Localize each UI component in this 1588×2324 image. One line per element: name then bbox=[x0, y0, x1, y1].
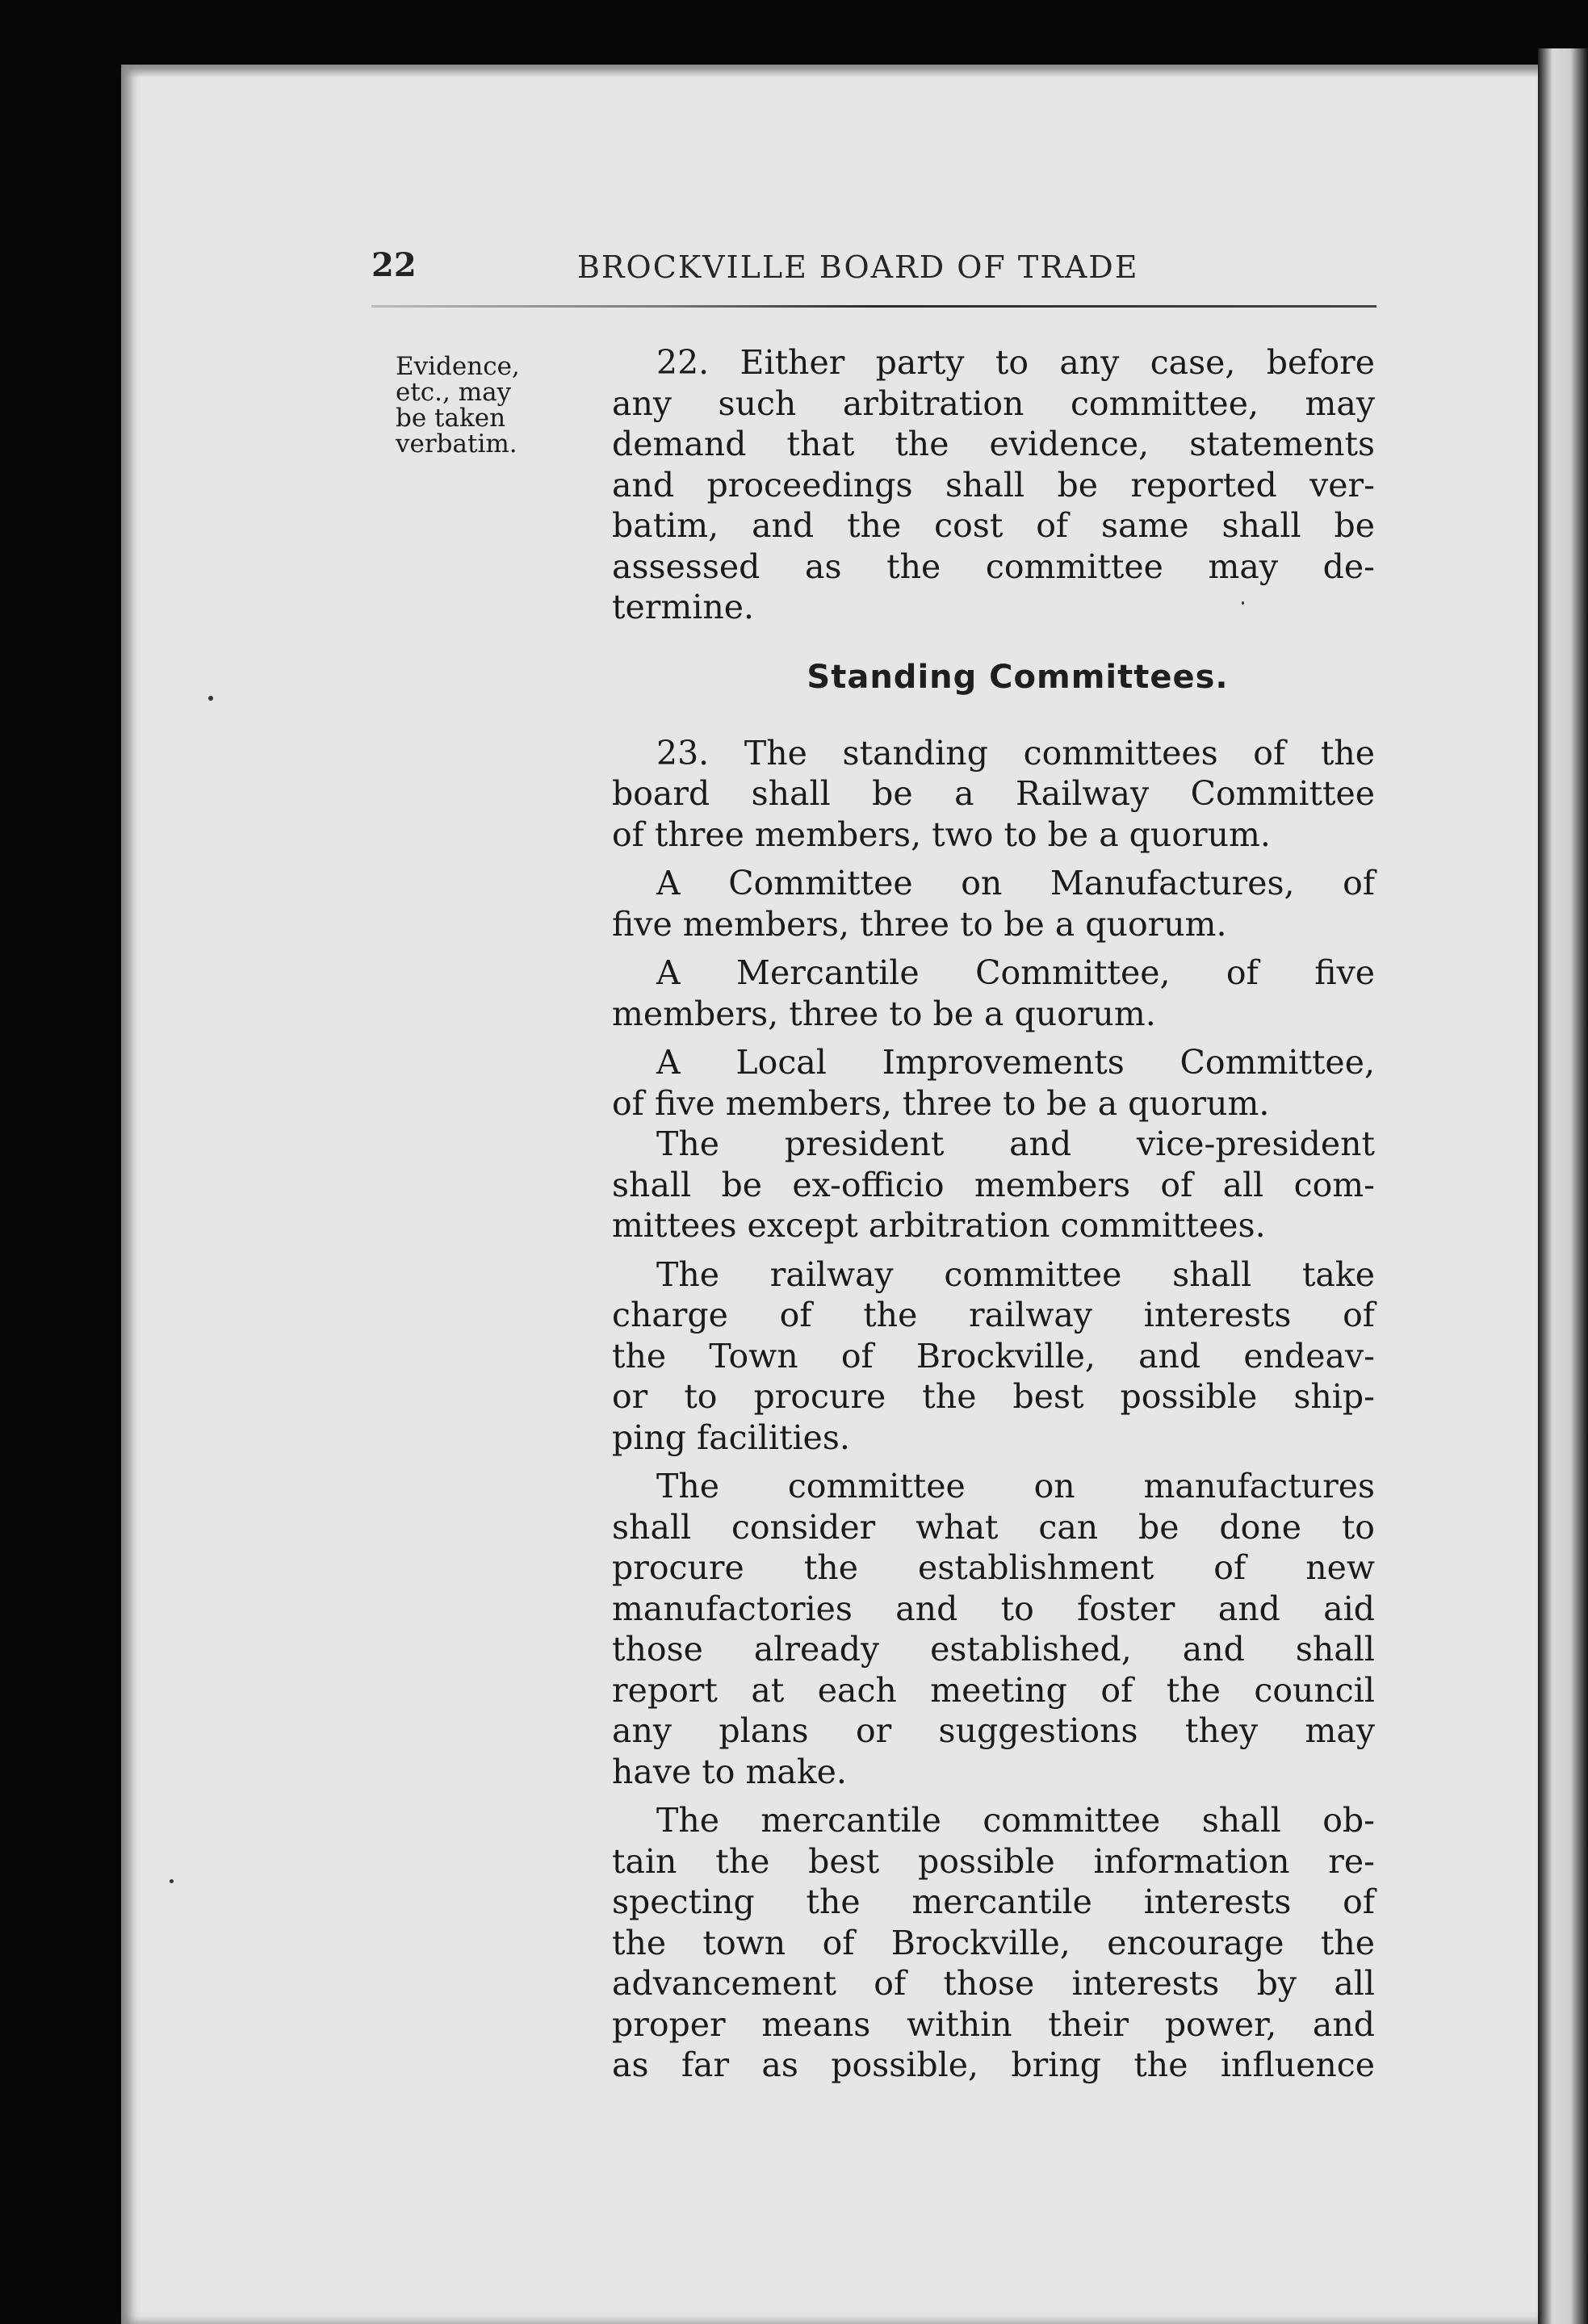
page-binding-edge bbox=[1538, 48, 1588, 2324]
page-header bbox=[371, 246, 1376, 295]
text-line: specting the mercantile interests of bbox=[612, 1882, 1375, 1921]
text-line: advancement of those interests by all bbox=[612, 1964, 1375, 2003]
manufactures-duties-paragraph bbox=[612, 1466, 1375, 1792]
page-number: 22 bbox=[371, 246, 417, 284]
ex-officio-paragraph bbox=[612, 1124, 1375, 1246]
text-line: board shall be a Railway Committee bbox=[612, 774, 1375, 813]
section-heading: Standing Committees. bbox=[807, 658, 1229, 696]
ink-speck bbox=[1242, 601, 1244, 605]
text-line: The railway committee shall take bbox=[656, 1254, 1375, 1294]
text-line: five members, three to be a quorum. bbox=[612, 904, 1227, 944]
page-body bbox=[612, 342, 1375, 2086]
ink-speck bbox=[208, 696, 213, 701]
header-rule bbox=[371, 305, 1376, 308]
text-line: A Local Improvements Committee, bbox=[656, 1043, 1375, 1082]
text-line: batim, and the cost of same shall be bbox=[612, 506, 1375, 545]
text-line: shall consider what can be done to bbox=[612, 1507, 1375, 1547]
text-line: members, three to be a quorum. bbox=[612, 994, 1156, 1033]
section-22-paragraph bbox=[612, 342, 1375, 628]
mercantile-duties-paragraph bbox=[612, 1800, 1375, 2086]
text-line: procure the establishment of new bbox=[612, 1548, 1375, 1587]
text-line: any plans or suggestions they may bbox=[612, 1711, 1375, 1750]
margin-note bbox=[396, 354, 585, 457]
text-line: any such arbitration committee, may bbox=[612, 383, 1375, 423]
margin-note-line: verbatim. bbox=[396, 429, 517, 459]
section-23-paragraph bbox=[612, 733, 1375, 856]
text-line: termine. bbox=[612, 588, 755, 626]
text-line: have to make. bbox=[612, 1752, 847, 1791]
text-line: the Town of Brockville, and endeav- bbox=[612, 1336, 1375, 1376]
text-line: A Committee on Manufactures, of bbox=[656, 864, 1375, 902]
text-line: proper means within their power, and bbox=[612, 2004, 1375, 2044]
ink-speck bbox=[170, 1879, 174, 1883]
text-line: The president and vice-president bbox=[656, 1124, 1375, 1163]
railway-duties-paragraph bbox=[612, 1254, 1375, 1459]
text-line: report at each meeting of the council bbox=[612, 1670, 1375, 1710]
text-line: A Mercantile Committee, of five bbox=[656, 953, 1375, 992]
text-line: charge of the railway interests of bbox=[612, 1296, 1375, 1334]
mercantile-committee-paragraph bbox=[612, 953, 1375, 1034]
text-line: or to procure the best possible ship- bbox=[612, 1377, 1375, 1416]
text-line: assessed as the committee may de- bbox=[612, 546, 1375, 586]
text-line: demand that the evidence, statements bbox=[612, 425, 1375, 463]
local-improvements-paragraph bbox=[612, 1042, 1375, 1124]
text-line: of five members, three to be a quorum. bbox=[612, 1083, 1270, 1123]
text-line: the town of Brockville, encourage the bbox=[612, 1923, 1375, 1962]
text-line: manufactories and to foster and aid bbox=[612, 1589, 1375, 1628]
text-line: The mercantile committee shall ob- bbox=[656, 1801, 1375, 1840]
running-title: BROCKVILLE BOARD OF TRADE bbox=[577, 249, 1139, 285]
text-line: and proceedings shall be reported ver- bbox=[612, 465, 1375, 505]
text-line: tain the best possible information re- bbox=[612, 1841, 1375, 1881]
margin-note-line: be taken bbox=[396, 404, 506, 433]
margin-note-line: Evidence, bbox=[396, 352, 520, 381]
text-line: 23. The standing committees of the bbox=[656, 733, 1375, 773]
text-line: those already established, and shall bbox=[612, 1630, 1375, 1669]
manufactures-committee-paragraph bbox=[612, 863, 1375, 944]
text-line: ping facilities. bbox=[612, 1417, 850, 1457]
text-line: 22. Either party to any case, before bbox=[656, 343, 1375, 382]
text-line: as far as possible, bring the influence bbox=[612, 2046, 1375, 2084]
text-line: shall be ex-officio members of all com- bbox=[612, 1165, 1375, 1204]
margin-note-line: etc., may bbox=[396, 378, 512, 407]
page-top-shadow bbox=[121, 65, 1538, 77]
text-line: The committee on manufactures bbox=[656, 1467, 1375, 1505]
text-line: of three members, two to be a quorum. bbox=[612, 814, 1271, 854]
text-line: mittees except arbitration committees. bbox=[612, 1206, 1266, 1245]
